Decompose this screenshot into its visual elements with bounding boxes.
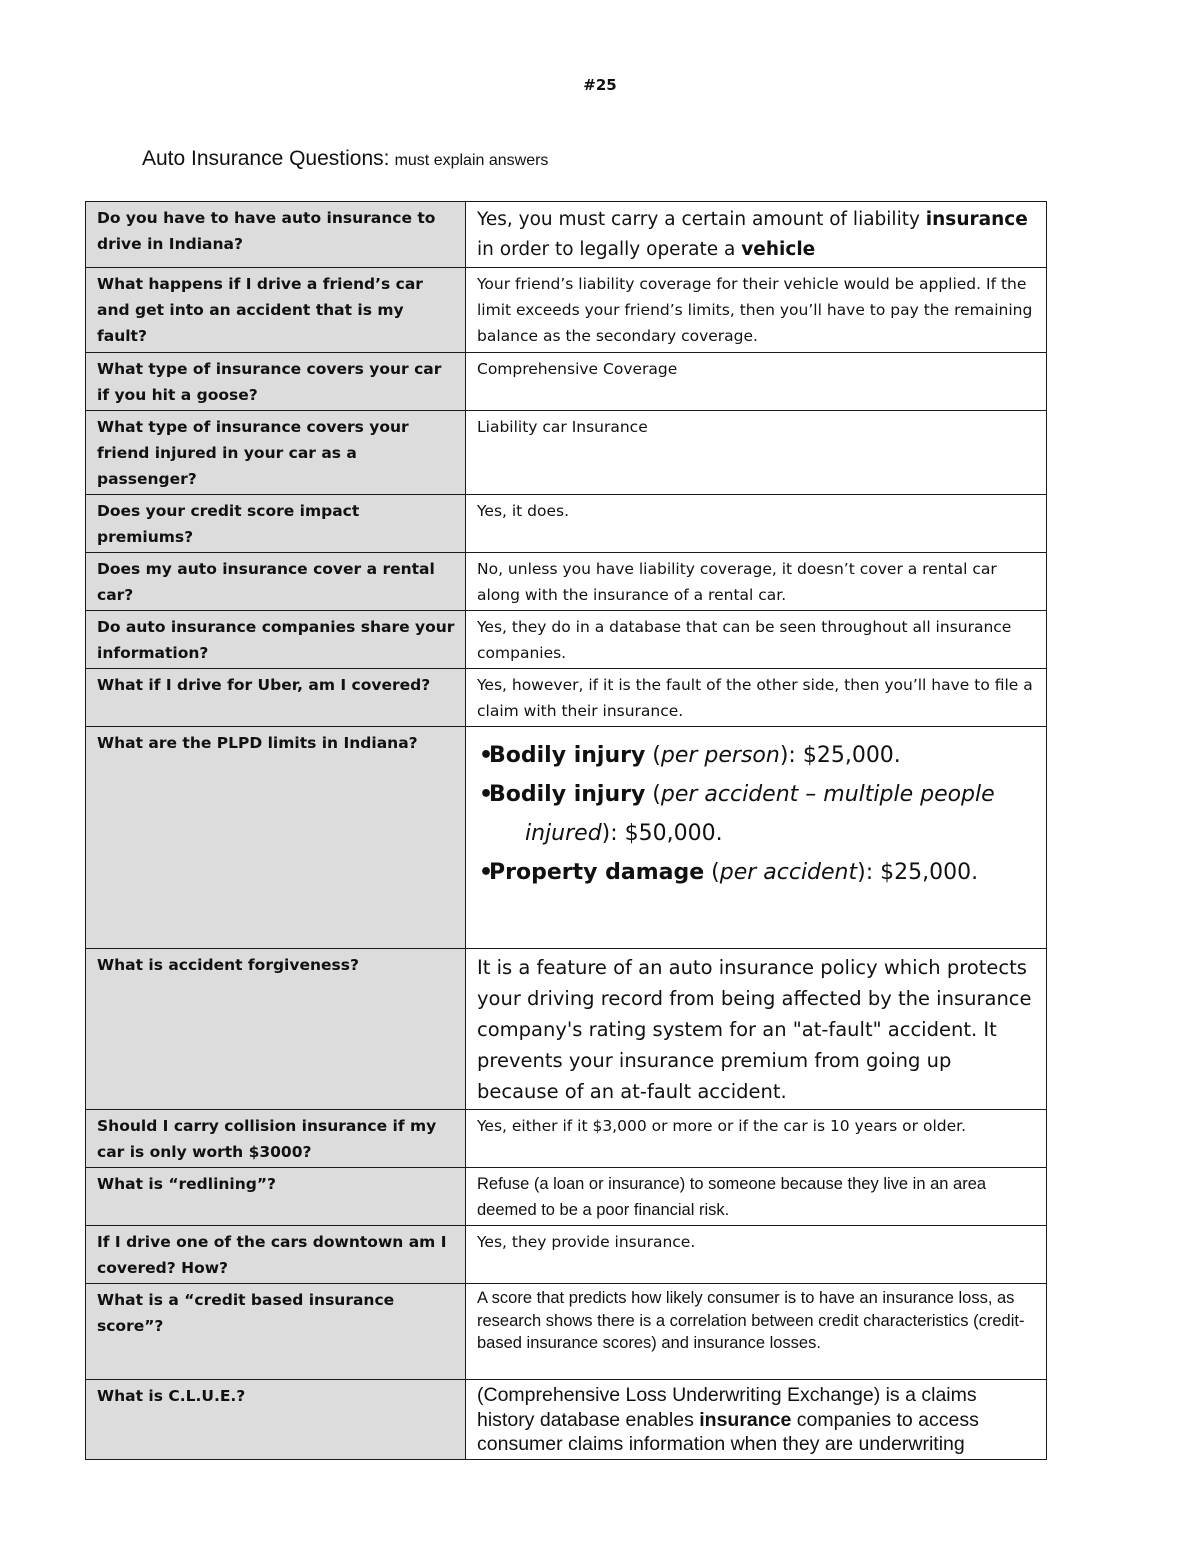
answer-cell: Your friend’s liability coverage for their vehicle would be applied. If the limit exceeds your friend’s limits, then you’ll have to pay the remaining balance as the secondary coverage. [466,268,1047,353]
limit-qualifier: per accident – multiple people injured [525,782,995,846]
answer-text: It is a feature of an auto insurance policy which protects your driving record from being affected by the insurance company's rating system for an "at-fault" accident. It prevents your insurance premium from going up because of an at-fault accident. [477,956,1032,1103]
table-row [86,1284,1047,1380]
answer-text: Yes, you must carry a certain amount of liability [477,209,926,230]
answer-bold-text: vehicle [741,239,816,260]
qa-table [85,201,1047,1460]
answer-cell: Yes, either if it $3,000 or more or if the car is 10 years or older. [466,1110,1047,1168]
answer-text: companies to access consumer claims information when they are underwriting [477,1408,979,1455]
question-cell: Does my auto insurance cover a rental car? [86,553,466,611]
page-number: #25 [583,76,617,94]
question-cell: What is a “credit based insurance score”? [86,1284,466,1380]
limit-paren: ( [645,782,661,807]
question-cell: What type of insurance covers your car if you hit a goose? [86,353,466,411]
question-cell: Do auto insurance companies share your information? [86,611,466,669]
answer-cell: Comprehensive Coverage [466,353,1047,411]
heading-title: Auto Insurance Questions: [142,147,390,170]
plpd-limits-list [477,736,1036,892]
table-row [86,495,1047,553]
limit-paren: ( [645,743,661,768]
answer-cell [466,949,1047,1110]
answer-text: (Comprehensive Loss Underwriting Exchange) is a claims history database enables [477,1384,977,1431]
answer-cell [466,202,1047,268]
table-row [86,611,1047,669]
question-cell: What is “redlining”? [86,1168,466,1226]
limit-item [467,736,1036,775]
table-row [86,949,1047,1110]
answer-text: A score that predicts how likely consumer is to have an insurance loss, as research shows there is a correlation between credit characteristics (credit-based insurance scores) and insurance losses. [477,1289,1025,1352]
limit-item [467,775,1036,853]
question-cell: If I drive one of the cars downtown am I covered? How? [86,1226,466,1284]
table-row [86,1226,1047,1284]
question-cell: Should I carry collision insurance if my car is only worth $3000? [86,1110,466,1168]
table-row [86,669,1047,727]
answer-bold-text: insurance [699,1408,792,1431]
answer-cell [466,727,1047,949]
limit-label: Bodily injury [489,743,646,768]
table-row [86,1110,1047,1168]
limit-amount: ): $25,000. [857,860,979,885]
table-row [86,727,1047,949]
table-row [86,268,1047,353]
table-row [86,202,1047,268]
limit-label: Bodily injury [489,782,646,807]
answer-text: Refuse (a loan or insurance) to someone because they live in an area deemed to be a poor financial risk. [477,1175,987,1219]
page-heading [142,147,548,171]
table-row [86,353,1047,411]
question-cell: What if I drive for Uber, am I covered? [86,669,466,727]
table-row [86,553,1047,611]
question-cell: What type of insurance covers your friend injured in your car as a passenger? [86,411,466,495]
question-cell: Does your credit score impact premiums? [86,495,466,553]
answer-cell: Liability car Insurance [466,411,1047,495]
answer-cell [466,1168,1047,1226]
answer-cell: Yes, however, if it is the fault of the other side, then you’ll have to file a claim with their insurance. [466,669,1047,727]
limit-label: Property damage [489,860,705,885]
question-cell: What is accident forgiveness? [86,949,466,1110]
answer-cell: Yes, they do in a database that can be seen throughout all insurance companies. [466,611,1047,669]
limit-qualifier: per accident [719,860,858,885]
limit-item [467,853,1036,892]
question-cell: What happens if I drive a friend’s car and get into an accident that is my fault? [86,268,466,353]
question-cell: What are the PLPD limits in Indiana? [86,727,466,949]
limit-paren: ( [704,860,720,885]
heading-subtitle: must explain answers [394,152,549,169]
table-row [86,411,1047,495]
question-cell: What is C.L.U.E.? [86,1380,466,1460]
answer-cell: Yes, it does. [466,495,1047,553]
answer-cell: No, unless you have liability coverage, it doesn’t cover a rental car along with the insurance of a rental car. [466,553,1047,611]
answer-cell: Yes, they provide insurance. [466,1226,1047,1284]
limit-amount: ): $25,000. [779,743,901,768]
table-row [86,1168,1047,1226]
question-cell: Do you have to have auto insurance to drive in Indiana? [86,202,466,268]
limit-qualifier: per person [660,743,780,768]
answer-cell [466,1284,1047,1380]
limit-amount: ): $50,000. [601,821,723,846]
answer-text: in order to legally operate a [477,239,742,260]
answer-bold-text: insurance [925,209,1028,230]
table-row [86,1380,1047,1460]
answer-cell [466,1380,1047,1460]
